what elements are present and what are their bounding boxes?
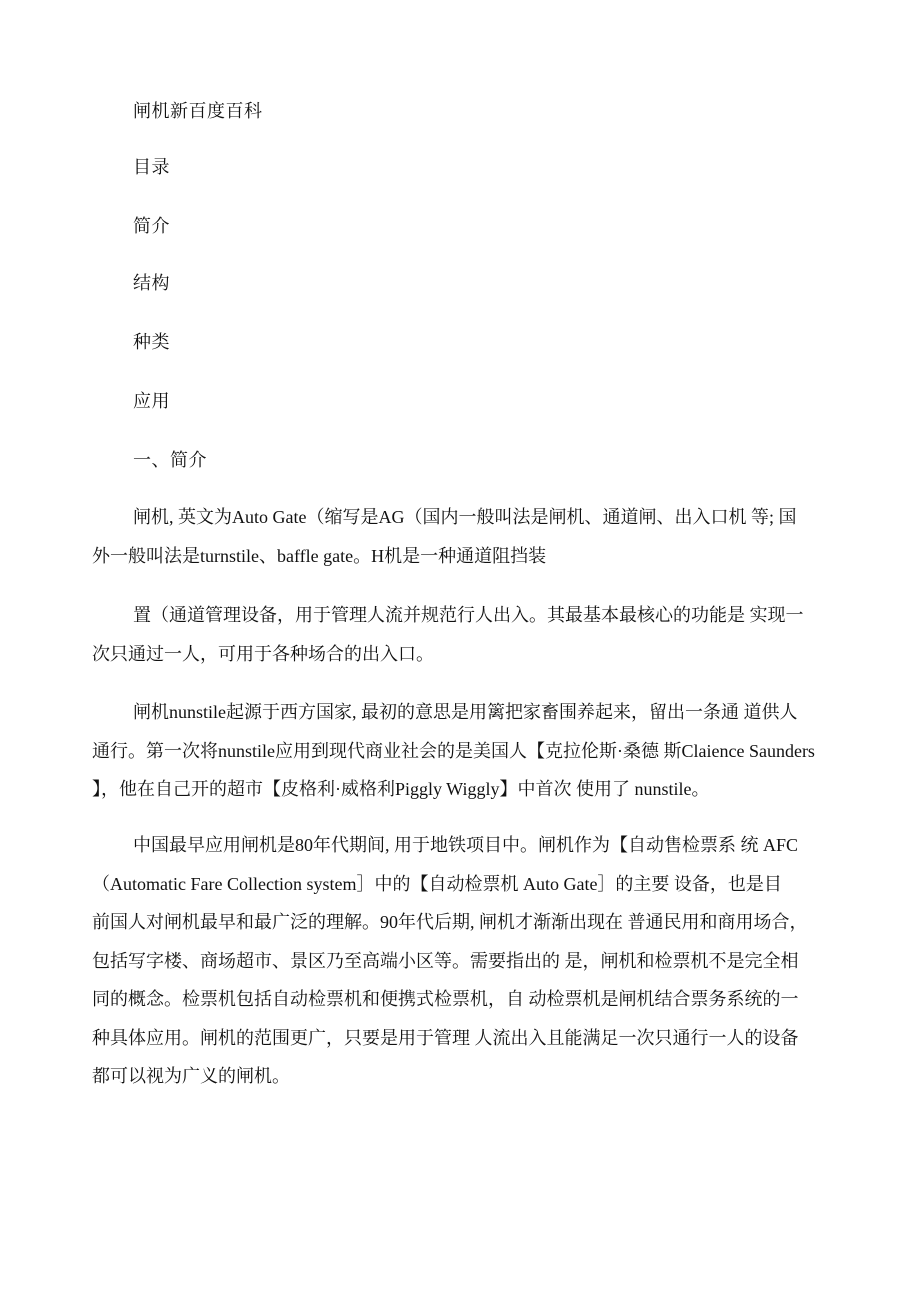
- paragraph-definition: [92, 498, 832, 575]
- paragraph-line: 同的概念。检票机包括自动检票机和便携式检票机，自 动检票机是闸机结合票务系统的一: [92, 989, 799, 1009]
- paragraph-origin: [92, 693, 832, 809]
- paragraph-line: 种具体应用。闸机的范围更广，只要是用于管理 人流出入且能满足一次只通行一人的设备: [92, 1027, 799, 1048]
- toc-item-intro[interactable]: 简介: [133, 216, 170, 237]
- paragraph-line: 通行。第一次将nunstile应用到现代商业社会的是美国人【克拉伦斯·桑德 斯Claience Saunders: [92, 740, 815, 761]
- paragraph-line: 中国最早应用闸机是80年代期间, 用于地铁项目中。闸机作为【自动售检票系 统 AFC: [133, 835, 799, 855]
- paragraph-line: 外一般叫法是turnstile、baffle gate。H机是一种通道阻挡装: [92, 545, 547, 566]
- paragraph-line: （Automatic Fare Collection system］中的【自动检票机 Auto Gate］的主要 设备，也是目: [92, 873, 782, 894]
- toc-item-types[interactable]: 种类: [133, 332, 170, 353]
- paragraph-line: 包括写字楼、商场超市、景区乃至高端小区等。需要指出的 是，闸机和检票机不是完全相: [92, 950, 799, 971]
- toc-item-structure[interactable]: 结构: [133, 273, 170, 294]
- paragraph-line: 】，他在自己开的超市【皮格利·威格利Piggly Wiggly】中首次 使用了 nunstile。: [92, 779, 710, 799]
- paragraph-line: 置（通道管理设备，用于管理人流并规范行人出入。其最基本最核心的功能是 实现一: [133, 605, 804, 625]
- paragraph-china-history: [92, 826, 832, 1096]
- document-title: 闸机新百度百科: [133, 101, 263, 122]
- toc-heading: 目录: [133, 157, 170, 178]
- paragraph-line: 闸机nunstile起源于西方国家, 最初的意思是用篱把家畜围养起来，留出一条通 道供人: [133, 702, 798, 722]
- section-heading-intro: 一、简介: [133, 450, 207, 471]
- paragraph-line: 次只通过一人，可用于各种场合的出入口。: [92, 643, 434, 664]
- paragraph-line: 闸机, 英文为Auto Gate（缩写是AG（国内一般叫法是闸机、通道闸、出入口机 等; 国: [133, 507, 797, 527]
- paragraph-function: [92, 596, 832, 673]
- paragraph-line: 都可以视为广义的闸机。: [92, 1066, 290, 1086]
- paragraph-line: 前国人对闸机最早和最广泛的理解。90年代后期, 闸机才渐渐出现在 普通民用和商用场合，: [92, 912, 808, 932]
- toc-item-applications[interactable]: 应用: [133, 391, 170, 412]
